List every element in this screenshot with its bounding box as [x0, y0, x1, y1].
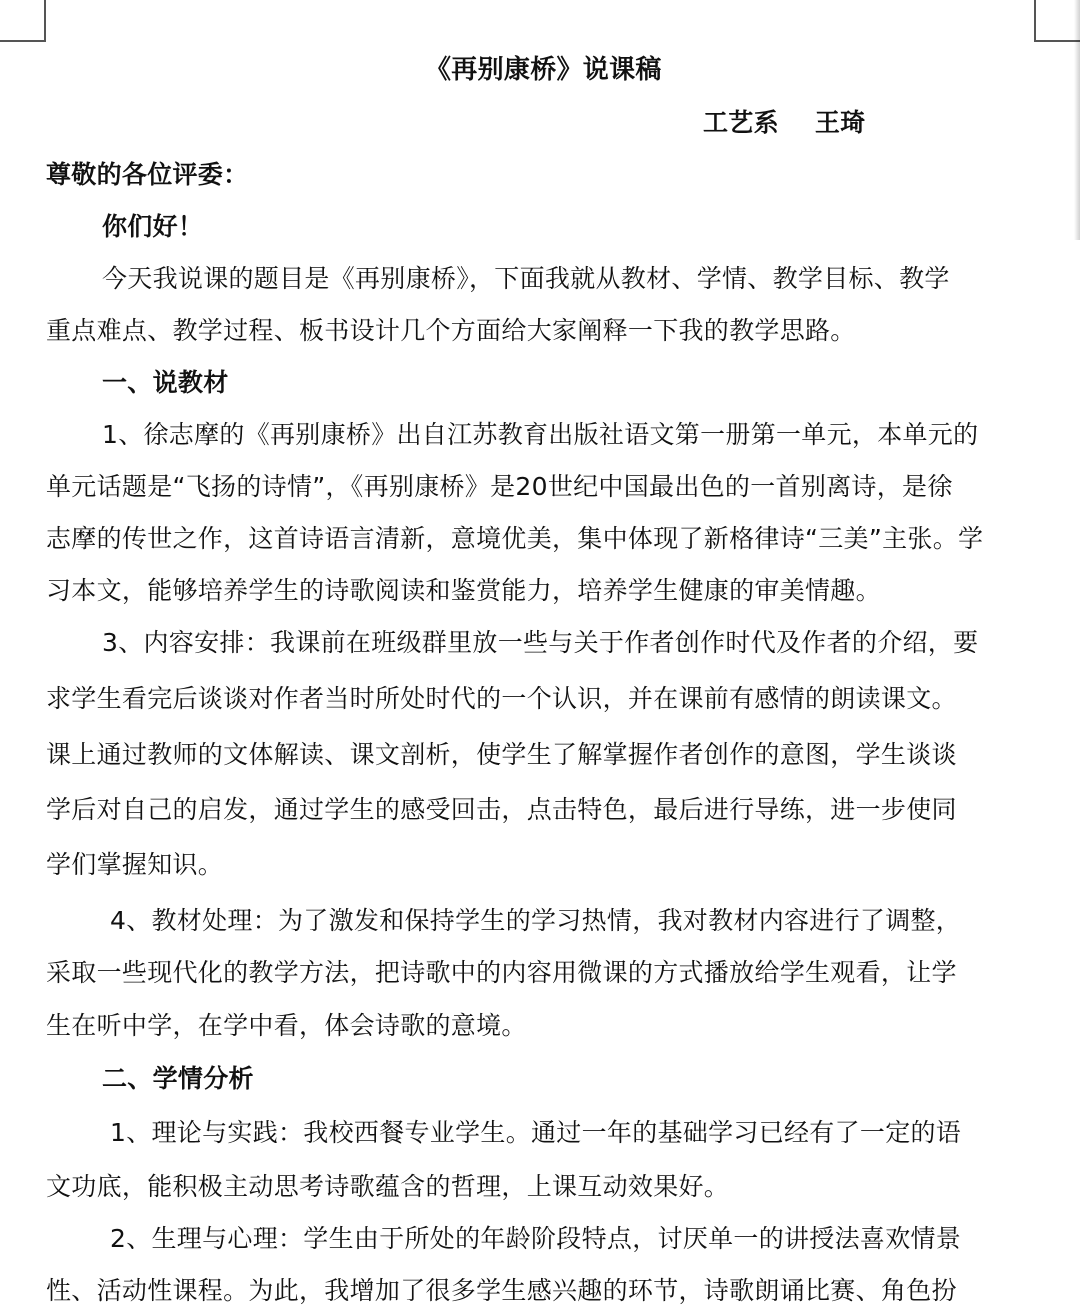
paragraph-line: 学后对自己的启发，通过学生的感受回击，点击特色，最后进行导练，进一步使同	[46, 795, 957, 824]
paragraph-line: 单元话题是“飞扬的诗情”，《再别康桥》是20世纪中国最出色的一首别离诗，是徐	[46, 472, 953, 501]
paragraph-line: 1、理论与实践：我校西餐专业学生。通过一年的基础学习已经有了一定的语	[110, 1118, 962, 1147]
document-title: 《再别康桥》说课稿	[425, 55, 662, 85]
paragraph-line: 性、活动性课程。为此，我增加了很多学生感兴趣的环节，诗歌朗诵比赛、角色扮	[46, 1276, 957, 1305]
paragraph-line: 志摩的传世之作，这首诗语言清新，意境优美，集中体现了新格律诗“三美”主张。学	[46, 524, 984, 553]
crop-mark-top-left-horizontal	[0, 40, 46, 42]
section-heading-student-analysis: 二、学情分析	[102, 1064, 254, 1093]
paragraph-line: 2、生理与心理：学生由于所处的年龄阶段特点，讨厌单一的讲授法喜欢情景	[110, 1224, 962, 1253]
paragraph-line: 3、内容安排：我课前在班级群里放一些与关于作者创作时代及作者的介绍，要	[102, 628, 979, 657]
paragraph-line: 重点难点、教学过程、板书设计几个方面给大家阐释一下我的教学思路。	[46, 316, 856, 345]
greeting: 你们好！	[102, 212, 204, 241]
paragraph-line: 求学生看完后谈谈对作者当时所处时代的一个认识，并在课前有感情的朗读课文。	[46, 684, 957, 713]
page-edge-shadow	[1074, 0, 1080, 240]
crop-mark-top-left-vertical	[44, 0, 46, 42]
paragraph-line: 1、徐志摩的《再别康桥》出自江苏教育出版社语文第一册第一单元，本单元的	[102, 420, 979, 449]
paragraph-line: 文功底，能积极主动思考诗歌蕴含的哲理，上课互动效果好。	[46, 1172, 730, 1201]
paragraph-line: 生在听中学，在学中看，体会诗歌的意境。	[46, 1011, 527, 1040]
salutation: 尊敬的各位评委：	[46, 160, 249, 189]
paragraph-line: 学们掌握知识。	[46, 850, 224, 879]
paragraph-line: 今天我说课的题目是《再别康桥》，下面我就从教材、学情、教学目标、教学	[102, 264, 950, 293]
paragraph-line: 习本文，能够培养学生的诗歌阅读和鉴赏能力，培养学生健康的审美情趣。	[46, 576, 881, 605]
author-line: 工艺系 王琦	[703, 108, 866, 137]
paragraph-line: 课上通过教师的文体解读、课文剖析，使学生了解掌握作者创作的意图，学生谈谈	[46, 740, 957, 769]
paragraph-line: 采取一些现代化的教学方法，把诗歌中的内容用微课的方式播放给学生观看，让学	[46, 958, 957, 987]
crop-mark-top-right-vertical	[1034, 0, 1036, 42]
paragraph-line: 4、教材处理：为了激发和保持学生的学习热情，我对教材内容进行了调整，	[110, 906, 962, 935]
section-heading-textbook: 一、说教材	[102, 368, 229, 397]
